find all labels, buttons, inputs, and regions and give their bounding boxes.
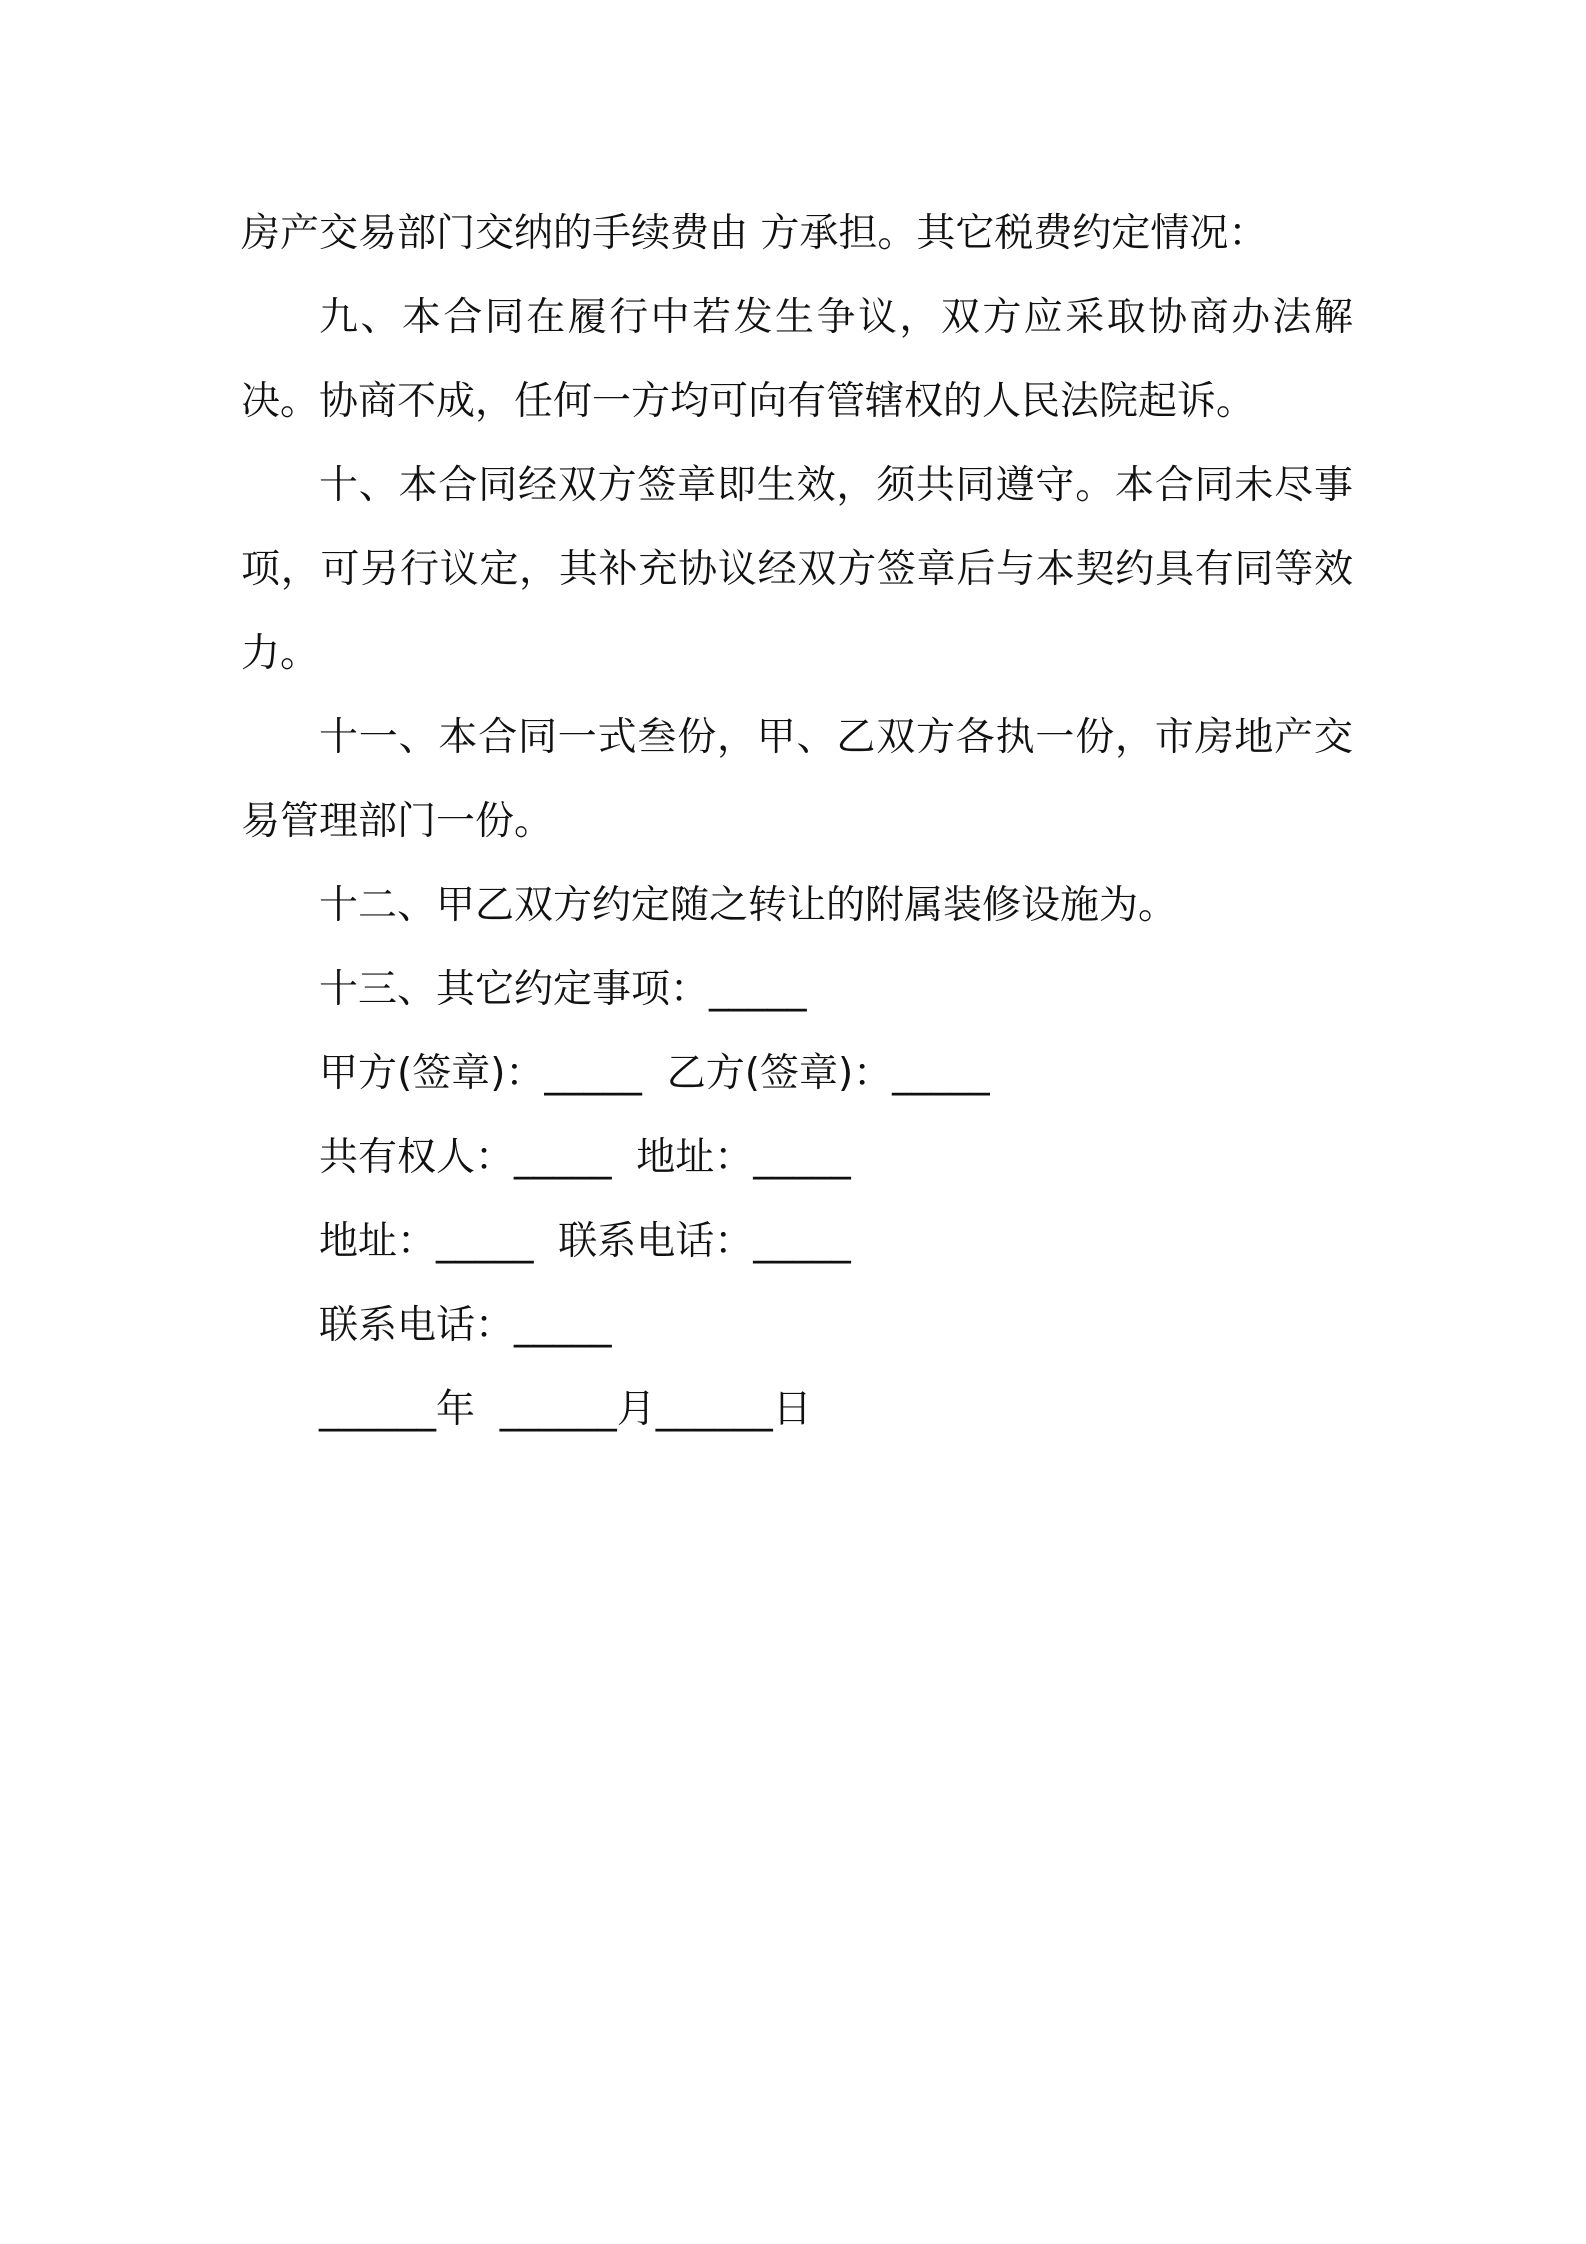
line-signatures: 甲方(签章)：_____ 乙方(签章)：_____ <box>319 1051 990 1096</box>
paragraph-clause-12: 十二、甲乙双方约定随之转让的附属装修设施为。 <box>319 883 1178 928</box>
line-address-phone: 地址：_____ 联系电话：_____ <box>319 1219 851 1264</box>
paragraph-clause-9: 九、本合同在履行中若发生争议，双方应采取协商办法解决。协商不成，任何一方均可向有管辖权的人民法院起诉。 <box>241 295 1353 424</box>
paragraph-fees: 房产交易部门交纳的手续费由 方承担。其它税费约定情况： <box>241 211 1268 256</box>
paragraph-clause-10: 十、本合同经双方签章即生效，须共同遵守。本合同未尽事项，可另行议定，其补充协议经双方签章后与本契约具有同等效力。 <box>241 463 1353 676</box>
paragraph-clause-11: 十一、本合同一式叁份，甲、乙双方各执一份，市房地产交易管理部门一份。 <box>241 715 1353 844</box>
line-co-owner-address: 共有权人：_____ 地址：_____ <box>319 1135 851 1180</box>
document-body <box>241 192 1353 1452</box>
line-clause-13: 十三、其它约定事项：_____ <box>319 967 807 1012</box>
line-phone: 联系电话：_____ <box>319 1303 612 1348</box>
line-date: ______年 ______月______日 <box>319 1387 812 1432</box>
